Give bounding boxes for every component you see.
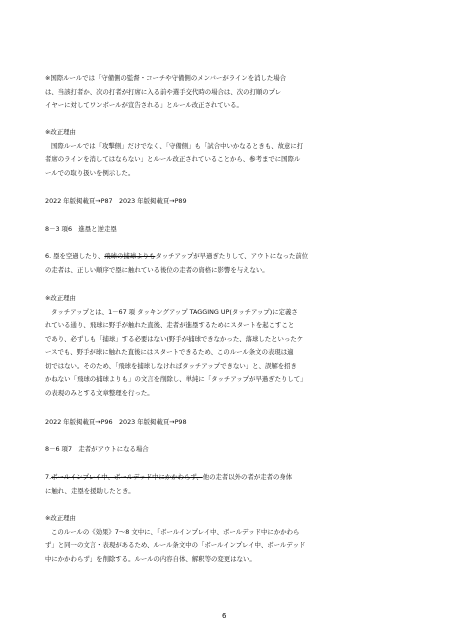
text-line: ず」と同一の文言・表現があるため、ルール条文中の「ボールインプレイ中、ボールデッド xyxy=(45,541,306,549)
deleted-text: 飛球の捕球よりも xyxy=(104,252,156,260)
text-line: 国際ルールでは「攻撃側」だけでなく、「守備側」も「試合中いかなるときも、故意に打 xyxy=(51,141,304,150)
text-line: の表現のみとする文章整理を行った。 xyxy=(45,388,154,397)
revision-heading: ※改正理由 xyxy=(45,514,76,522)
revision-reason-1 xyxy=(45,126,405,180)
rule-text: 6. 塁を空過したり、 xyxy=(45,252,105,260)
rule-line xyxy=(45,471,405,485)
text-line: 中にかかわらず」を削除する。ルールの内容自体、解釈等の変更はない。 xyxy=(45,554,256,563)
revision-heading: ※改正理由 xyxy=(45,294,76,302)
text-line: れている通り、飛球に野手が触れた直後、走者が進塁するためにスタートを起こすこと xyxy=(45,321,295,329)
revision-reason-3 xyxy=(45,512,405,566)
rule-text: タッチアップが早過ぎたりして、アウトになった前位 xyxy=(155,252,309,260)
text-line: イヤーに対してワンボールが宣告される」とルール改正されている。 xyxy=(45,101,243,109)
rule-text: 他の走者以外の者が走者の身体 xyxy=(202,473,293,481)
text-line: ールでの取り扱いを例示した。 xyxy=(45,168,135,177)
text-line: ※国際ルールでは「守備側の監督・コーチや守備側のメンバーがラインを消した場合 xyxy=(45,74,287,82)
page-number: 6 xyxy=(222,612,227,620)
section-title: 8－6 項7 走者がアウトになる場合 xyxy=(45,445,149,453)
text-line: に触れ、走塁を援助したとき。 xyxy=(45,486,135,495)
text-line: は、当該打者か、次の打者が打席に入る前や選手交代時の場合は、次の打順のプレ xyxy=(45,87,282,96)
page-reference-1 xyxy=(45,195,405,209)
text-line: かねない「飛球の捕球よりも」の文言を削除し、単純に「タッチアップが早過ぎたりして」 xyxy=(45,375,307,383)
text-line: の走者は、正しい順序で塁に触れている後位の走者の資格に影響を与えない。 xyxy=(45,265,269,274)
rule-text-8-3-6 xyxy=(45,250,405,277)
text-line: 者席のラインを消してはならない」とルール改正されていることから、参考までに国際ル xyxy=(45,155,301,163)
page-reference-2 xyxy=(45,416,405,430)
section-title-8-3 xyxy=(45,223,405,237)
text-line: 切ではない。そのため、「飛球を捕球しなければタッチアップできない」と、誤解を招き xyxy=(45,361,297,370)
section-title: 8－3 項6 進塁と逆走塁 xyxy=(45,225,117,233)
rule-text-8-6-7 xyxy=(45,471,405,498)
section-title-8-6 xyxy=(45,443,405,457)
deleted-text: ボールインプレイ中、ボールデッド中にかかわらず、 xyxy=(51,473,203,481)
text-line: タッチアップとは、1－67 項 タッキングアップ TAGGING UP(タッチアップ)に定義さ xyxy=(51,307,298,316)
text-line: であり、必ずしも「捕球」する必要はない(野手が捕球できなかった、落球したといったケ xyxy=(45,334,304,343)
international-rule-note xyxy=(45,72,405,113)
text-line: ースでも、野手が球に触れた直後にはスタートできるため、このルール条文の表現は適 xyxy=(45,348,294,356)
rule-line xyxy=(45,250,405,264)
page-reference: 2022 年版掲載頁→P87 2023 年版掲載頁→P89 xyxy=(45,197,187,205)
revision-reason-2 xyxy=(45,292,405,400)
rule-text: 7. xyxy=(45,473,52,481)
revision-heading: ※改正理由 xyxy=(45,128,76,136)
page-reference: 2022 年版掲載頁→P96 2023 年版掲載頁→P98 xyxy=(45,418,187,426)
text-line: このルールの《効果》7～8 文中に、「ボールインプレイ中、ボールデッド中にかかわら xyxy=(51,527,300,536)
